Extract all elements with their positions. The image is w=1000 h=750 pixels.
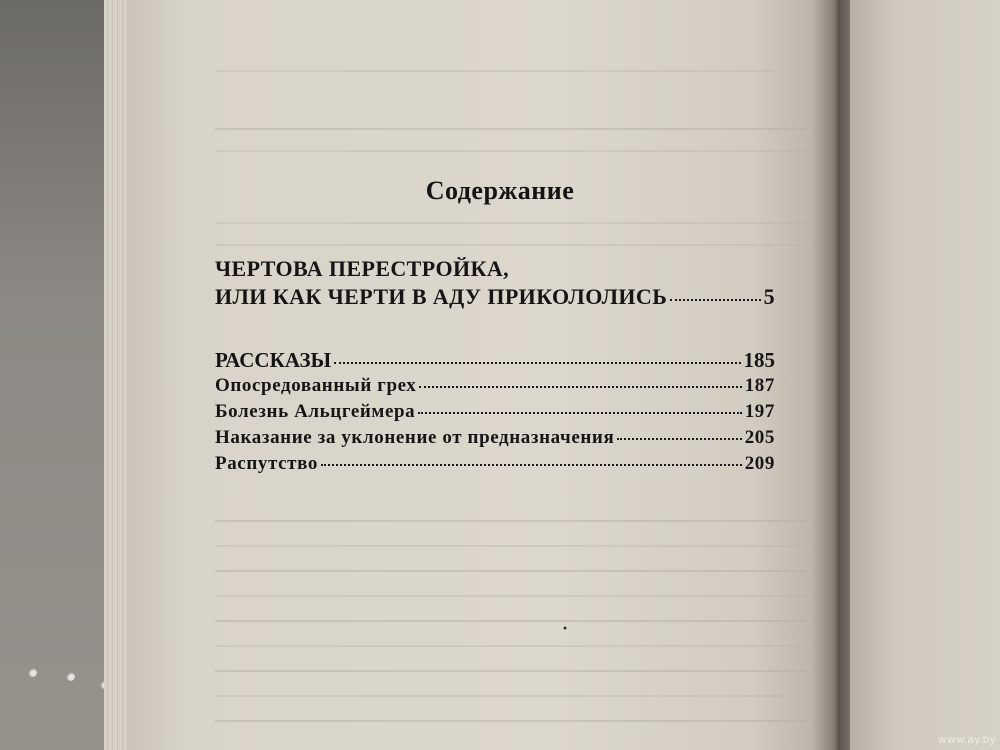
toc-entry [215, 284, 775, 310]
toc-entry [215, 427, 775, 449]
bleed-through-line [215, 570, 815, 572]
bleed-through-line [215, 520, 815, 522]
contents-heading: Содержание [425, 176, 575, 205]
toc-entry [215, 453, 775, 475]
paper-hole [28, 668, 37, 677]
leader-dots [321, 463, 742, 466]
background-shadow [0, 0, 105, 750]
toc-entry-title: ЧЕРТОВА ПЕРЕСТРОЙКА, [215, 256, 510, 281]
toc-entry-title: Болезнь Альцгеймера [215, 401, 416, 422]
bleed-through-line [215, 244, 815, 246]
toc-entry-title: Распутство [215, 453, 318, 474]
leader-dots [334, 361, 740, 364]
bleed-through-line [215, 222, 815, 224]
toc-page-number: 197 [744, 401, 775, 422]
bleed-through-line [215, 670, 815, 672]
leader-dots [419, 385, 741, 388]
toc-page-number: 205 [744, 427, 775, 448]
leader-dots [617, 437, 741, 440]
bleed-through-line [215, 620, 815, 622]
toc-entry-title: ИЛИ КАК ЧЕРТИ В АДУ ПРИКОЛОЛИСЬ [215, 284, 668, 309]
leader-dots [418, 411, 741, 414]
toc-entry [215, 375, 775, 397]
toc-page-number: 187 [744, 375, 775, 396]
toc-entry [215, 348, 775, 373]
book-page-right [850, 0, 1000, 750]
bleed-through-line [215, 720, 815, 722]
bleed-through-line [215, 70, 775, 72]
site-watermark: www.ay.by [937, 733, 996, 746]
bleed-through-line [215, 128, 815, 130]
toc-page-number: 5 [763, 284, 775, 309]
toc-page-number: 185 [743, 348, 775, 372]
bleed-through-line [215, 595, 815, 597]
ink-speck: · [562, 618, 569, 638]
toc-entry-title: Опосредованный грех [215, 375, 417, 396]
toc-entry [215, 401, 775, 423]
leader-dots [670, 298, 760, 301]
toc-entry-title: Наказание за уклонение от предназначения [215, 427, 615, 448]
toc-entry-title: РАССКАЗЫ [215, 348, 332, 372]
bleed-through-line [215, 695, 815, 697]
bleed-through-line [215, 150, 815, 152]
bleed-through-line [215, 545, 815, 547]
paper-hole [66, 672, 75, 681]
toc-entry [215, 256, 775, 282]
toc-page-number: 209 [744, 453, 775, 474]
bleed-through-line [215, 645, 815, 647]
